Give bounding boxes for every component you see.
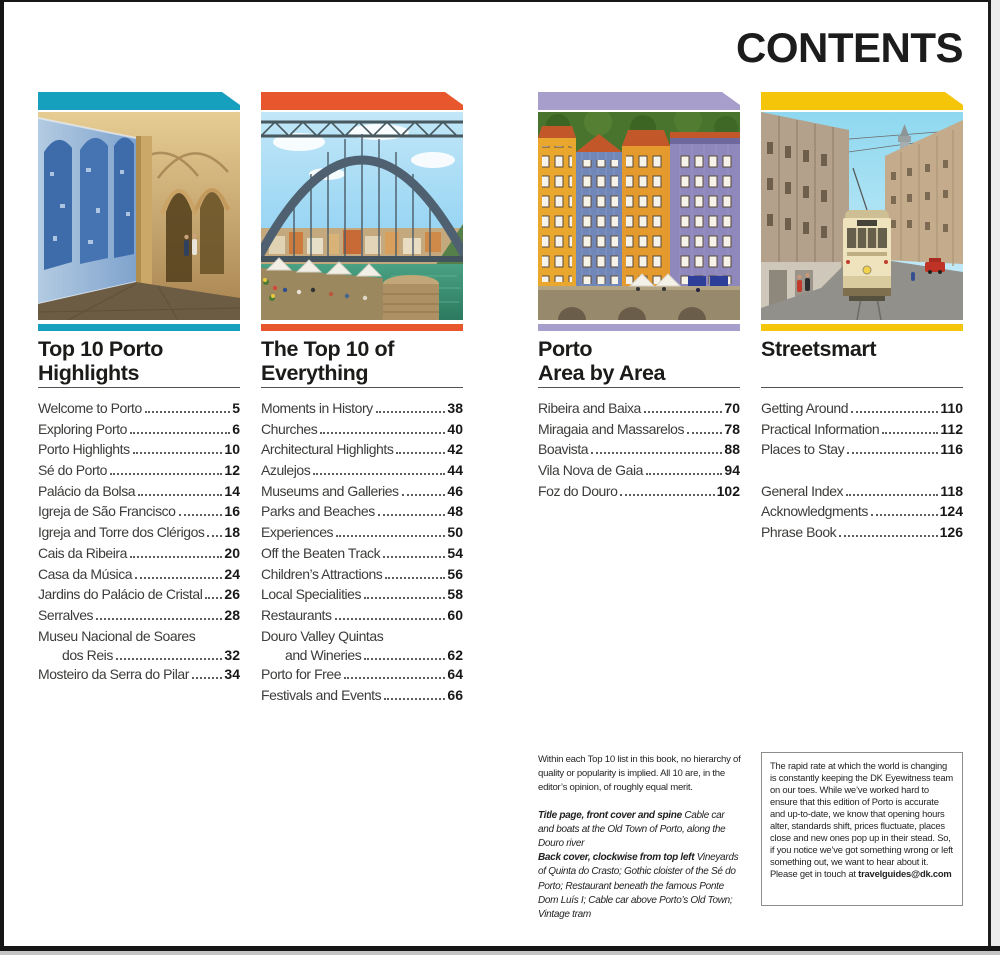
page-edge-bottom-outer [0, 951, 1000, 955]
toc-entry-label: Experiences [261, 524, 334, 541]
toc-list [761, 400, 963, 545]
toc-leader-dots [145, 411, 230, 413]
section-underline-bar [538, 324, 740, 331]
section-tab [38, 92, 240, 110]
toc-entry-page: 88 [724, 441, 740, 458]
toc-leader-dots [116, 658, 223, 660]
toc-entry-page: 102 [716, 482, 740, 499]
toc-entry[interactable] [261, 483, 463, 504]
toc-entry[interactable] [261, 628, 463, 647]
toc-leader-dots [130, 556, 222, 558]
toc-entry[interactable] [38, 545, 240, 566]
editorial-note [538, 753, 741, 922]
toc-entry-page: 24 [224, 565, 240, 582]
blue-tiled-house [576, 134, 622, 290]
title-rule [761, 387, 963, 388]
toc-leader-dots [402, 494, 446, 496]
toc-entry[interactable] [261, 647, 463, 667]
toc-list [38, 400, 240, 687]
toc-list [538, 400, 740, 503]
toc-entry-label: Museu Nacional de Soares [38, 627, 196, 644]
toc-leader-dots [646, 473, 722, 475]
toc-entry-label: Porto for Free [261, 666, 342, 683]
toc-entry-label: dos Reis [62, 646, 113, 663]
toc-entry-label: Igreja de São Francisco [38, 503, 176, 520]
toc-entry[interactable] [761, 441, 963, 462]
toc-entry[interactable] [261, 586, 463, 607]
toc-entry[interactable] [261, 545, 463, 566]
toc-leader-dots [644, 411, 723, 413]
toc-entry-page: 126 [939, 523, 963, 540]
toc-entry-page: 38 [447, 400, 463, 416]
toc-leader-dots [96, 618, 222, 620]
toc-entry[interactable] [538, 400, 740, 421]
section-area-by-area [538, 92, 740, 503]
toc-entry[interactable] [761, 421, 963, 442]
toc-entry-page: 32 [224, 646, 240, 663]
toc-entry-page: 78 [724, 420, 740, 437]
toc-leader-dots [376, 411, 446, 413]
section-underline-bar [261, 324, 463, 331]
toc-entry[interactable] [38, 524, 240, 545]
title-rule [261, 387, 463, 388]
toc-entry-page: 118 [940, 482, 963, 499]
toc-entry-page: 124 [939, 503, 963, 520]
toc-entry[interactable] [538, 441, 740, 462]
toc-entry-page: 26 [224, 586, 240, 603]
toc-leader-dots [344, 677, 445, 679]
toc-entry-page: 60 [447, 606, 463, 623]
toc-leader-dots [846, 494, 938, 496]
section-underline-bar [761, 324, 963, 331]
toc-entry[interactable] [38, 421, 240, 442]
toc-entry-label: Getting Around [761, 400, 849, 416]
toc-entry-label: Moments in History [261, 400, 373, 416]
section-streetsmart [761, 92, 963, 545]
toc-entry-label: Palácio da Bolsa [38, 482, 136, 499]
toc-entry-page: 6 [232, 420, 240, 437]
toc-entry-label: Cais da Ribeira [38, 544, 127, 561]
toc-entry-label: Off the Beaten Track [261, 544, 381, 561]
toc-entry-label: Ribeira and Baixa [538, 400, 641, 416]
toc-entry[interactable] [38, 400, 240, 421]
toc-leader-dots [591, 452, 722, 454]
section-tab [761, 92, 963, 110]
toc-entry-label: Jardins do Palácio de Cristal [38, 586, 203, 603]
orange-house [622, 130, 670, 290]
section-tab [538, 92, 740, 110]
toc-entry-page: 40 [447, 420, 463, 437]
toc-list [261, 400, 463, 707]
page-edge-left [0, 0, 4, 955]
toc-entry-page: 56 [447, 565, 463, 582]
section-top10-highlights [38, 92, 240, 687]
toc-leader-dots [192, 677, 222, 679]
section-title: Porto Area by Area [538, 337, 666, 385]
toc-entry[interactable] [761, 524, 963, 545]
toc-entry-page: 5 [232, 400, 240, 416]
toc-entry-label: and Wineries [285, 646, 362, 663]
toc-entry-page: 70 [724, 400, 740, 416]
toc-entry-page: 50 [447, 524, 463, 541]
toc-entry-page: 28 [224, 606, 240, 623]
toc-leader-dots [130, 432, 230, 434]
toc-entry-page: 66 [447, 686, 463, 703]
toc-entry-label: Restaurants [261, 606, 332, 623]
toc-entry-label: Children’s Attractions [261, 565, 383, 582]
toc-entry-label: Welcome to Porto [38, 400, 142, 416]
toc-entry-page: 94 [724, 462, 740, 479]
toc-leader-dots [364, 597, 445, 599]
section-title: The Top 10 of Everything [261, 337, 394, 385]
toc-entry[interactable] [261, 462, 463, 483]
yellow-house [538, 126, 576, 290]
toc-entry-label: Azulejos [261, 462, 311, 479]
toc-entry-page: 112 [940, 420, 963, 437]
toc-leader-dots [110, 473, 222, 475]
toc-entry[interactable] [38, 666, 240, 687]
toc-leader-dots [620, 494, 714, 496]
toc-entry-label: Porto Highlights [38, 441, 130, 458]
toc-entry[interactable] [261, 441, 463, 462]
stone-pier [383, 284, 439, 320]
title-rule [538, 387, 740, 388]
section-title: Streetsmart [761, 337, 877, 361]
toc-leader-dots [138, 494, 222, 496]
toc-entry[interactable] [261, 503, 463, 524]
toc-entry[interactable] [538, 483, 740, 504]
toc-entry[interactable] [261, 687, 463, 708]
toc-entry-page: 42 [447, 441, 463, 458]
page-edge-top [0, 0, 1000, 2]
tram-street-photo [761, 112, 963, 320]
toc-leader-dots [882, 432, 938, 434]
toc-entry-label: Local Specialities [261, 586, 362, 603]
toc-entry-page: 10 [224, 441, 240, 458]
toc-entry-page: 12 [224, 462, 240, 479]
toc-entry-page: 18 [224, 524, 240, 541]
toc-entry[interactable] [261, 666, 463, 687]
toc-entry[interactable] [538, 421, 740, 442]
toc-entry[interactable] [761, 503, 963, 524]
toc-entry[interactable] [761, 400, 963, 421]
toc-leader-dots [336, 535, 445, 537]
toc-entry[interactable] [38, 503, 240, 524]
section-title: Top 10 Porto Highlights [38, 337, 163, 385]
toc-entry-label: Places to Stay [761, 441, 845, 458]
toc-leader-dots [687, 432, 722, 434]
toc-entry[interactable] [38, 628, 240, 647]
feedback-email[interactable]: travelguides@dk.com [858, 868, 952, 879]
toc-entry-label: Mosteiro da Serra do Pilar [38, 666, 189, 683]
toc-leader-dots [383, 556, 445, 558]
cover-caption-front: Title page, front cover and spine Cable car and boats at the Old Town of Porto, along the Douro river [538, 809, 726, 850]
toc-entry-page: 20 [224, 544, 240, 561]
toc-entry-label: Exploring Porto [38, 420, 127, 437]
toc-leader-dots [851, 411, 938, 413]
ribeira-houses-photo [538, 112, 740, 320]
toc-entry-label: Casa da Música [38, 565, 133, 582]
toc-entry-label: Museums and Galleries [261, 482, 399, 499]
toc-leader-dots [385, 577, 445, 579]
toc-entry[interactable] [38, 483, 240, 504]
toc-entry[interactable] [38, 566, 240, 587]
section-top10-everything [261, 92, 463, 707]
feedback-text: The rapid rate at which the world is changing is constantly keeping the DK Eyewitness team on our toes. While we’ve worked hard to ensure that this edition of Porto is accurate and up-to-date, we know that opening hours alter, standards shift, prices fluctuate, places close and new ones pop up in their stead. So, if you notice we’ve got something wrong or left something out, we want to hear about it. Please get in touch at travelguides@dk.com [770, 760, 953, 879]
toc-leader-dots [179, 514, 223, 516]
toc-entry-label: Festivals and Events [261, 686, 382, 703]
toc-entry-label: General Index [761, 482, 844, 499]
toc-entry[interactable] [38, 607, 240, 628]
toc-entry-label: Churches [261, 420, 318, 437]
toc-leader-dots [313, 473, 445, 475]
toc-entry-label: Serralves [38, 606, 94, 623]
dom-luis-bridge-photo [261, 112, 463, 320]
toc-entry[interactable] [261, 400, 463, 421]
toc-entry-page: 14 [224, 482, 240, 499]
toc-entry[interactable] [261, 607, 463, 628]
toc-entry-page: 48 [447, 503, 463, 520]
toc-entry-page: 110 [940, 400, 963, 416]
cover-caption-back: Back cover, clockwise from top left Vineyards of Quinta do Crasto; Gothic cloister of the Sé do Porto; Restaurant beneath the famous Ponte Dom Luís I; Cable car above Porto’s Old Town; Vintage tram [538, 852, 739, 921]
section-underline-bar [38, 324, 240, 331]
toc-entry[interactable] [538, 462, 740, 483]
toc-entry-page: 34 [224, 666, 240, 683]
toc-entry[interactable] [261, 524, 463, 545]
toc-entry[interactable] [261, 421, 463, 442]
toc-entry-label: Parks and Beaches [261, 503, 375, 520]
toc-entry-page: 46 [447, 482, 463, 499]
toc-entry[interactable] [261, 566, 463, 587]
toc-entry-page: 54 [447, 544, 463, 561]
toc-leader-dots [871, 514, 938, 516]
toc-entry-page: 62 [447, 646, 463, 663]
toc-entry-label: Sé do Porto [38, 462, 107, 479]
toc-entry-label: Douro Valley Quintas [261, 627, 384, 644]
toc-leader-dots [396, 452, 445, 454]
toc-entry[interactable] [38, 462, 240, 483]
toc-leader-dots [320, 432, 445, 434]
toc-entry[interactable] [38, 441, 240, 462]
toc-leader-dots [207, 535, 222, 537]
title-rule [38, 387, 240, 388]
toc-entry-page: 116 [940, 441, 963, 458]
toc-leader-dots [205, 597, 222, 599]
azulejo-cloister-photo [38, 112, 240, 320]
page-edge-right [988, 0, 991, 955]
toc-entry-page: 44 [447, 462, 463, 479]
toc-leader-dots [135, 577, 222, 579]
toc-entry-page: 58 [447, 586, 463, 603]
toc-leader-dots [839, 535, 937, 537]
toc-entry-label: Miragaia and Massarelos [538, 420, 685, 437]
toc-leader-dots [847, 452, 938, 454]
toc-entry-label: Vila Nova de Gaia [538, 462, 643, 479]
toc-entry-label: Boavista [538, 441, 589, 458]
toc-leader-dots [378, 514, 446, 516]
toc-entry-label: Igreja and Torre dos Clérigos [38, 524, 205, 541]
toc-entry-page: 16 [224, 503, 240, 520]
toc-leader-dots [335, 618, 446, 620]
toc-entry-page: 64 [447, 666, 463, 683]
toc-entry-label: Practical Information [761, 420, 880, 437]
toc-leader-dots [364, 658, 445, 660]
toc-leader-dots [384, 698, 445, 700]
page-title: CONTENTS [736, 24, 963, 71]
toc-entry[interactable] [38, 647, 240, 667]
editorial-text: Within each Top 10 list in this book, no hierarchy of quality or popularity is implied. All 10 are, in the editor’s opinion, of roughly equal merit. [538, 754, 741, 794]
toc-leader-dots [133, 452, 223, 454]
toc-entry-label: Phrase Book [761, 523, 837, 540]
toc-entry-label: Architectural Highlights [261, 441, 394, 458]
toc-entry[interactable] [38, 586, 240, 607]
lower-deck [261, 256, 463, 262]
page-edge-right-outer [991, 0, 1000, 955]
toc-entry[interactable] [761, 483, 963, 504]
toc-entry-label: Acknowledgments [761, 503, 868, 520]
purple-house [670, 132, 740, 290]
toc-entry-label: Foz do Douro [538, 482, 618, 499]
feedback-box [761, 752, 963, 906]
section-tab [261, 92, 463, 110]
